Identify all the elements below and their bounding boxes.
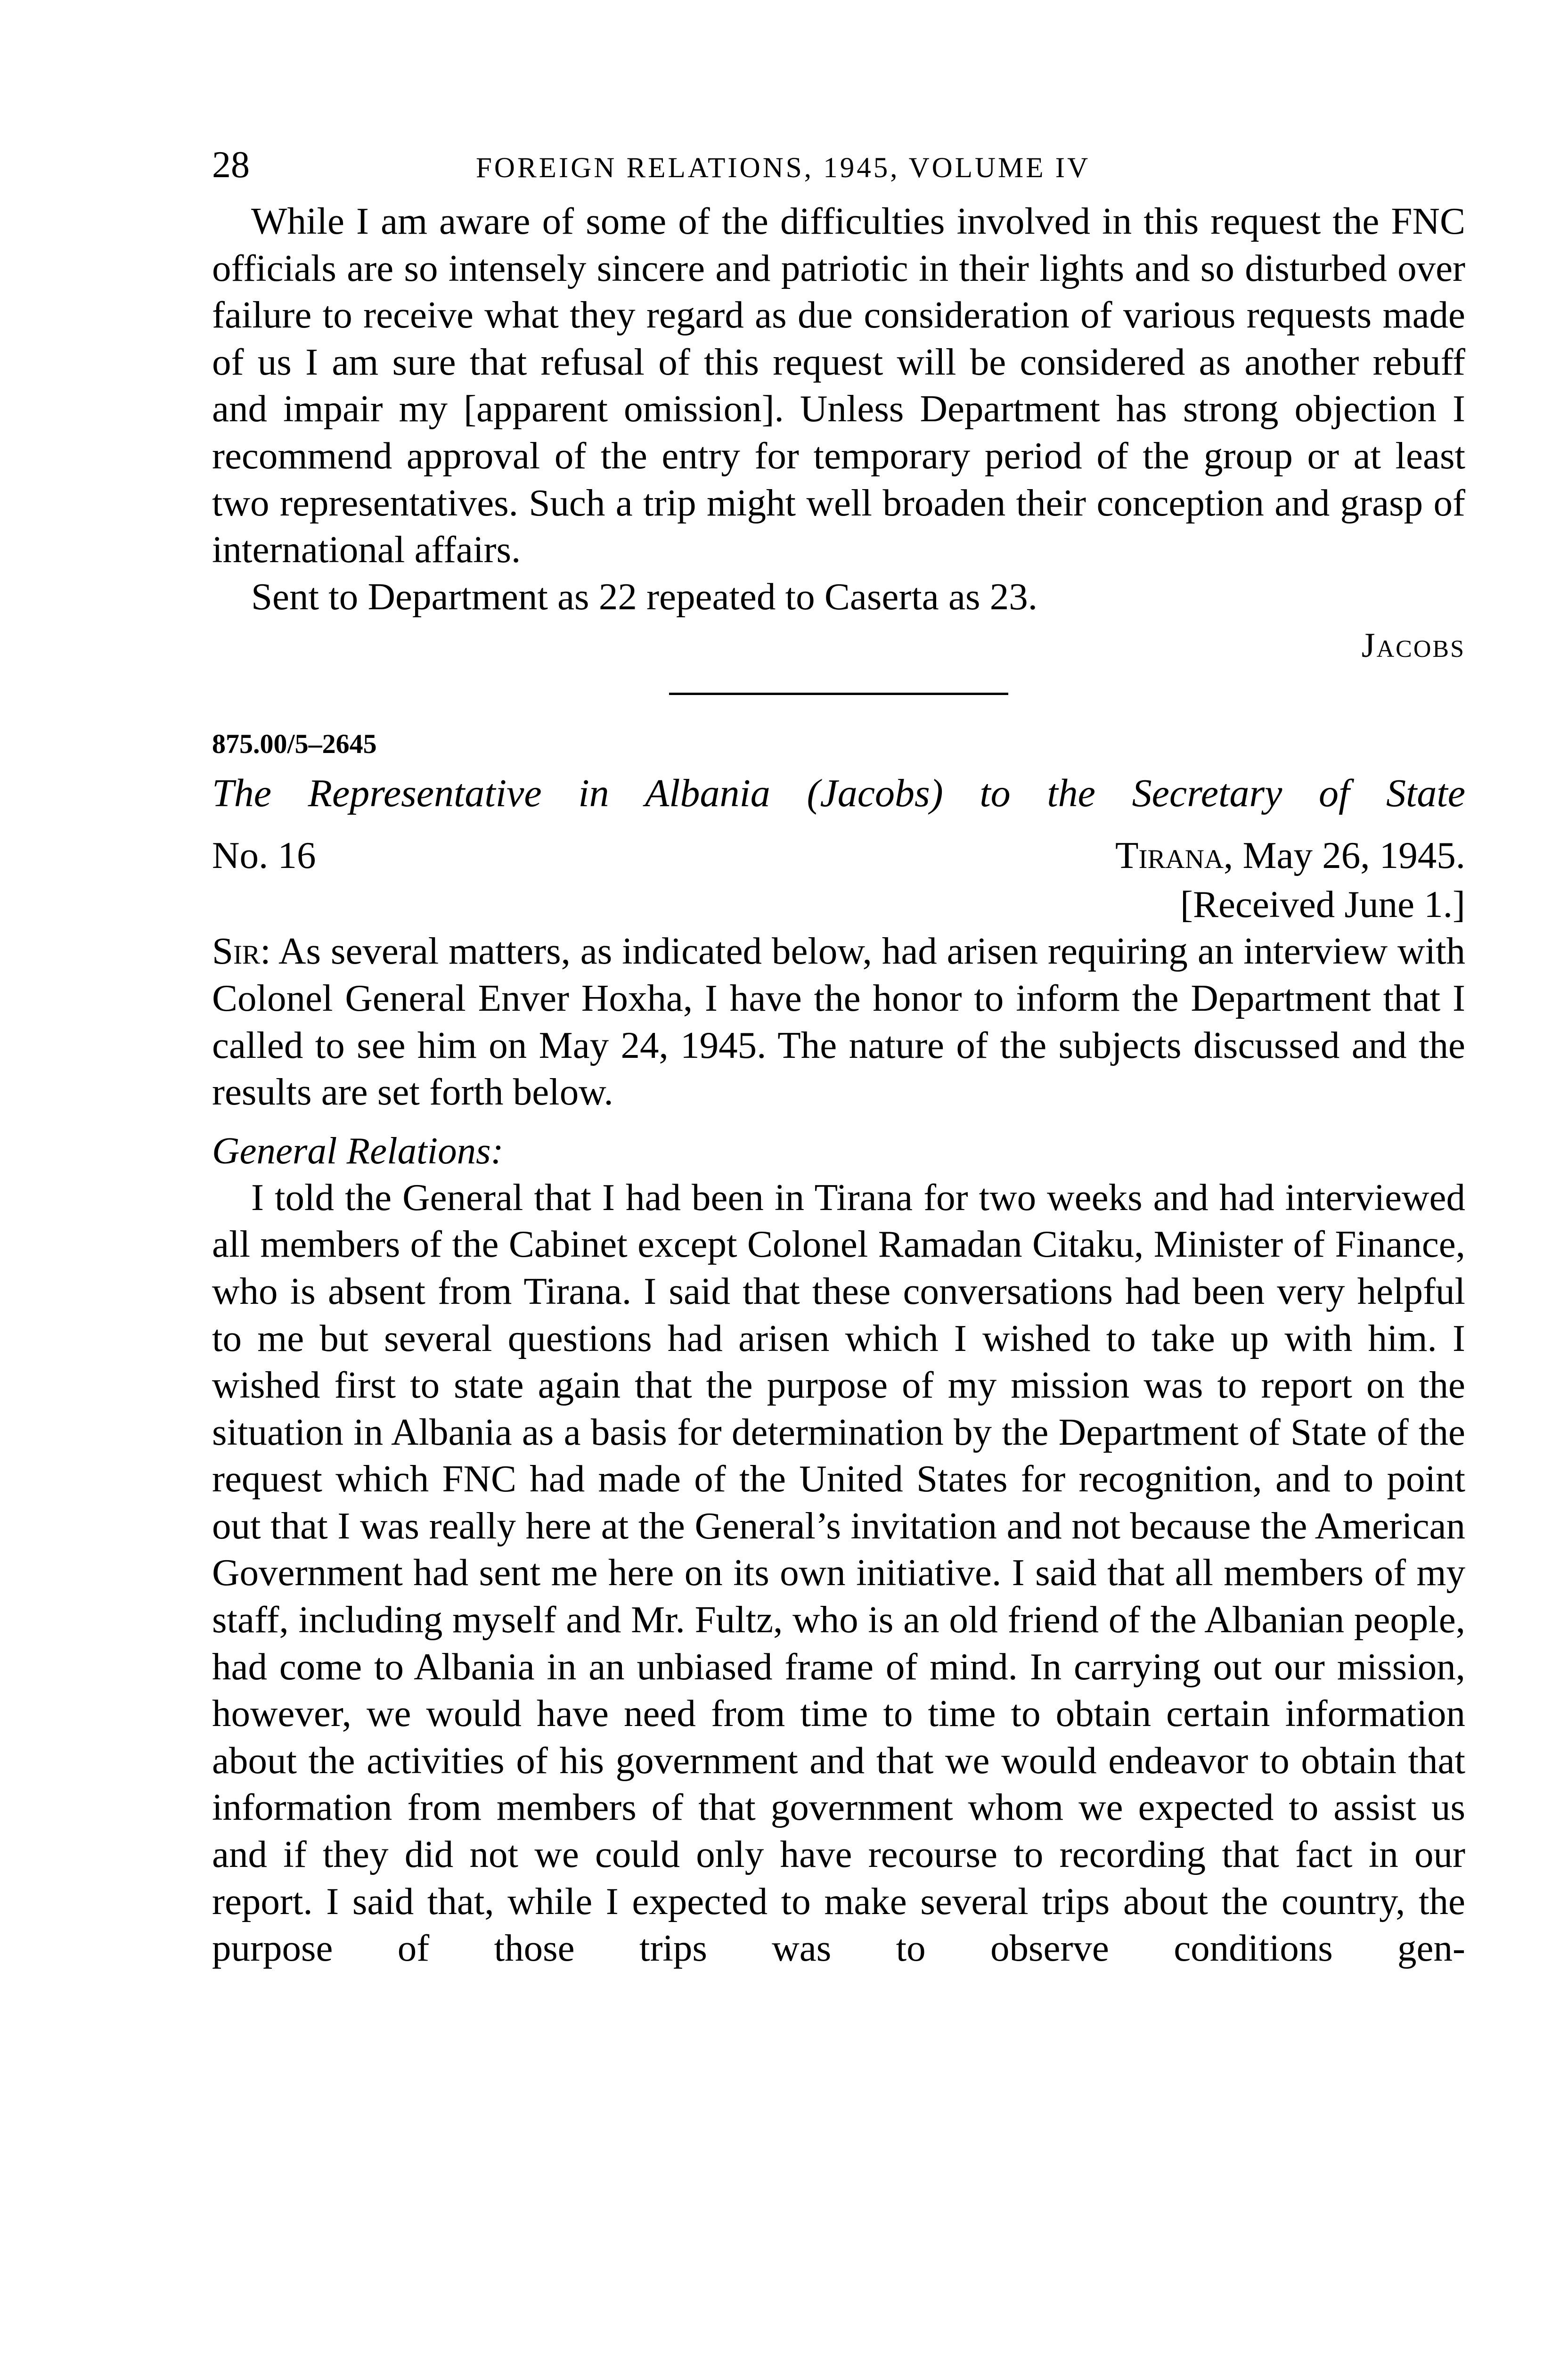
document-title: The Representative in Albania (Jacobs) to the Secretary of State: [212, 771, 1465, 816]
signature-jacobs: Jacobs: [1361, 626, 1465, 665]
document-number: No. 16: [212, 834, 316, 877]
document-header: [212, 832, 1465, 881]
page-number: 28: [212, 144, 250, 186]
received-date: [Received June 1.]: [1180, 883, 1465, 926]
opening-text: : As several matters, as indicated below, had arisen requiring an interview with Colonel General Enver Hoxha, I have the honor to inform the Department that I called to see him on May 24, 1945. The nature of the subjects discussed and the results are set forth below.: [212, 930, 1465, 1113]
section-heading: General Relations:: [212, 1129, 504, 1172]
place-and-date: [1115, 832, 1465, 879]
running-head: [212, 141, 1465, 193]
running-title: FOREIGN RELATIONS, 1945, VOLUME IV: [476, 152, 1091, 184]
sent-line: Sent to Department as 22 repeated to Caserta as 23.: [251, 575, 1037, 618]
opening-paragraph: [212, 928, 1465, 1115]
date: , May 26, 1945.: [1224, 834, 1465, 877]
salutation: Sir: [212, 930, 261, 973]
place: Tirana: [1115, 834, 1224, 877]
section-divider: [669, 693, 1008, 695]
file-number: 875.00/5–2645: [212, 728, 377, 760]
continued-paragraph: While I am aware of some of the difficulties involved in this request the FNC officials are so intensely sincere and patriotic in their lights and so disturbed over failure to receive what they regard as due consideration of various requests made of us I am sure that refusal of this request will be considered as another rebuff and impair my [apparent omission]. Unless Department has strong objection I recommend approval of the entry for temporary period of the group or at least two representatives. Such a trip might well broaden their conception and grasp of international affairs.: [212, 200, 1465, 571]
body-paragraph: I told the General that I had been in Tirana for two weeks and had interviewed all members of the Cabinet except Colonel Ramadan Citaku, Minister of Finance, who is absent from Tirana. I said that these conversations had been very helpful to me but several questions had arisen which I wished to take up with him. I wished first to state again that the purpose of my mission was to report on the situation in Albania as a basis for determination by the Department of State of the request which FNC had made of the United States for recognition, and to point out that I was really here at the General’s invitation and not because the American Government had sent me here on its own initiative. I said that all members of my staff, including myself and Mr. Fultz, who is an old friend of the Albanian people, had come to Albania in an unbiased frame of mind. In carrying out our mission, however, we would have need from time to time to obtain certain information about the activities of his government and that we would endeavor to obtain that information from members of that government whom we expected to assist us and if they did not we could only have recourse to recording that fact in our report. I said that, while I expected to make several trips about the country, the purpose of those trips was to observe conditions gen-: [212, 1176, 1465, 1970]
text-column: [212, 141, 1465, 1972]
